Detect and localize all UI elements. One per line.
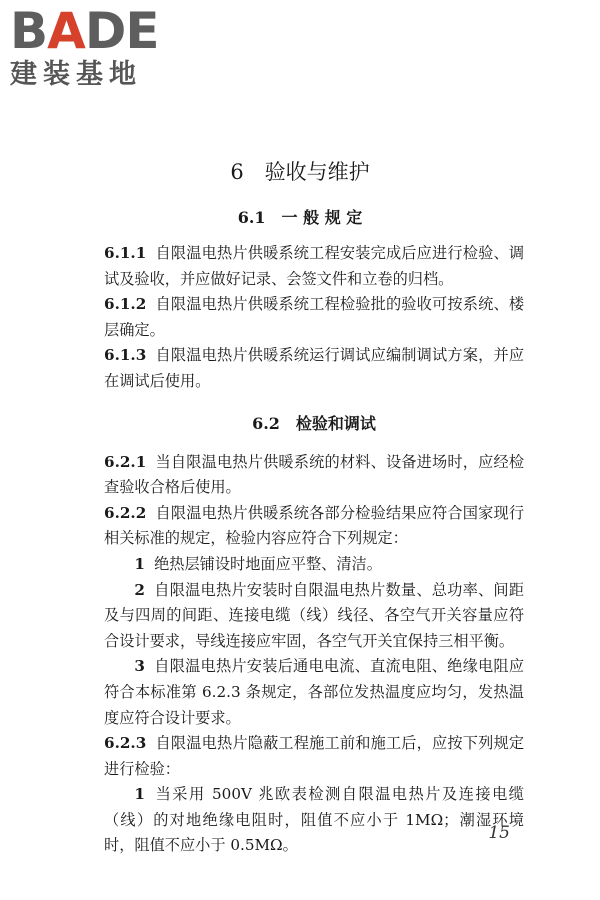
- clause-6-1-1: 6.1.1 自限温电热片供暖系统工程安装完成后应进行检验、调试及验收，并应做好记录、会签文件和立卷的归档。: [104, 244, 524, 288]
- section-heading-6-2: 6.2 检验和调试: [252, 413, 376, 433]
- bade-logo: [10, 2, 180, 90]
- page-number: 15: [488, 823, 510, 843]
- clause-6-2-3: 6.2.3 自限温电热片隐蔽工程施工前和施工后，应按下列规定进行检验：: [104, 734, 524, 778]
- section-heading-6-1: 6.1 一 般 规 定: [237, 208, 363, 227]
- logo-chinese-text: 建装基地: [10, 59, 142, 90]
- clause-6-2-3-item-1: 1 当采用 500V 兆欧表检测自限温电热片及连接电缆（线）的对地绝缘电阻时，阻值不应小于 1MΩ；潮湿环境时，阻值不应小于 0.5MΩ。: [104, 785, 524, 855]
- clause-6-1-3: 6.1.3 自限温电热片供暖系统运行调试应编制调试方案，并应在调试后使用。: [104, 346, 524, 390]
- clause-6-2-2-item-2: 2 自限温电热片安装时自限温电热片数量、总功率、间距及与四周的间距、连接电缆（线）线径、各空气开关容量应符合设计要求，导线连接应牢固，各空气开关宜保持三相平衡。: [104, 580, 524, 650]
- clause-6-2-2-item-3: 3 自限温电热片安装后通电电流、直流电阻、绝缘电阻应符合本标准第 6.2.3 条规定，各部位发热温度应均匀，发热温度应符合设计要求。: [104, 657, 524, 727]
- clause-6-2-2-item-1: 1 绝热层铺设时地面应平整、清洁。: [134, 554, 382, 573]
- clause-6-1-2: 6.1.2 自限温电热片供暖系统工程检验批的验收可按系统、楼层确定。: [104, 295, 524, 339]
- logo-letter-a-accent: A: [47, 2, 85, 60]
- logo-letter-b: B: [10, 2, 48, 60]
- document-body: [104, 241, 524, 859]
- logo-letters-de: DE: [84, 2, 159, 60]
- chapter-title: 6 验收与维护: [230, 160, 370, 184]
- clause-6-2-1: 6.2.1 当自限温电热片供暖系统的材料、设备进场时，应经检查验收合格后使用。: [104, 452, 524, 497]
- logo-wordmark: [10, 2, 180, 60]
- clause-6-2-2: 6.2.2 自限温电热片供暖系统各部分检验结果应符合国家现行相关标准的规定，检验内容应符合下列规定：: [104, 503, 524, 548]
